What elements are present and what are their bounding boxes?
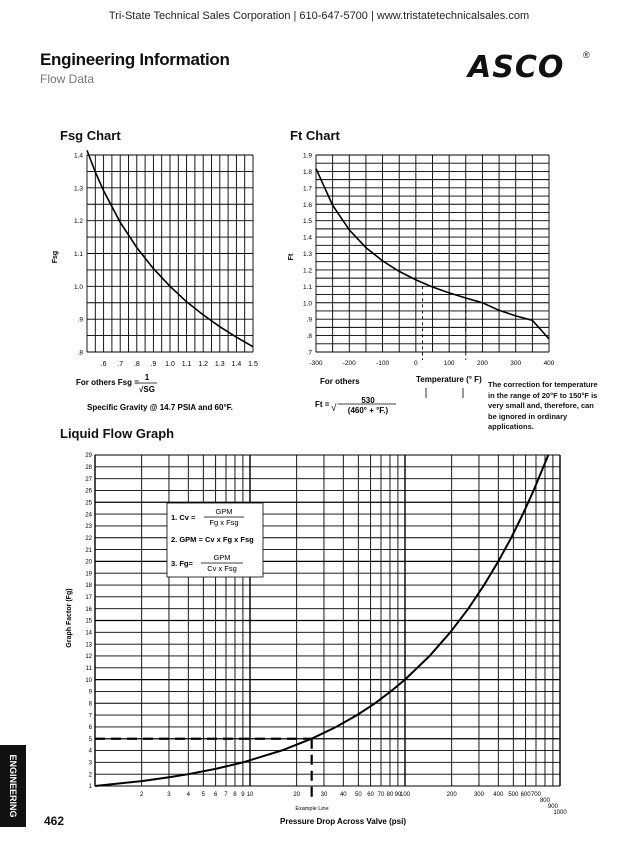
ft-formula-prefix: Ft = bbox=[315, 400, 330, 409]
liquid-x-tick-label: 9 bbox=[241, 792, 245, 798]
liquid-x-tick-label: 90 bbox=[394, 792, 402, 798]
liquid-x-tick-label: 600 bbox=[520, 792, 531, 798]
ft-chart bbox=[303, 153, 555, 368]
fsg-y-axis-label: Fsg bbox=[52, 250, 59, 264]
liquid-y-axis-label: Graph Factor (Fg) bbox=[66, 588, 73, 648]
liquid-x-tick-label: 30 bbox=[320, 792, 328, 798]
fsg-x-tick-label: .7 bbox=[117, 361, 124, 368]
liquid-y-tick-label: 9 bbox=[88, 689, 92, 696]
equation-1-denominator: Fg x Fsg bbox=[209, 518, 239, 527]
liquid-x-tick-label: 700 bbox=[530, 792, 541, 798]
liquid-x-tick-label: 1000 bbox=[553, 810, 567, 816]
side-tab-label: ENGINEERING bbox=[8, 754, 18, 818]
ft-y-tick-label: 1.4 bbox=[302, 234, 312, 242]
fsg-formula-denominator: √SG bbox=[139, 385, 155, 394]
fsg-x-tick-label: .9 bbox=[150, 361, 157, 368]
liquid-y-tick-label: 1 bbox=[88, 784, 92, 791]
ft-x-axis-label: Temperature (° F) bbox=[416, 375, 482, 384]
liquid-chart-title: Liquid Flow Graph bbox=[60, 426, 175, 441]
liquid-x-tick-label: 10 bbox=[246, 792, 254, 798]
liquid-flow-chart bbox=[85, 453, 567, 816]
equation-3-denominator: Cv x Fsg bbox=[207, 564, 237, 573]
liquid-x-tick-label: 3 bbox=[167, 792, 171, 798]
ft-x-tick-label: 0 bbox=[414, 360, 418, 367]
ft-for-others: For others bbox=[320, 377, 360, 386]
ft-y-tick-label: .9 bbox=[306, 316, 312, 324]
liquid-y-tick-label: 19 bbox=[85, 571, 92, 578]
ft-x-tick-label: 100 bbox=[443, 360, 455, 367]
liquid-x-tick-label: 6 bbox=[213, 792, 218, 798]
liquid-x-tick-label: 100 bbox=[399, 792, 411, 798]
liquid-x-tick-label: 300 bbox=[473, 792, 484, 798]
fsg-y-tick-label: .8 bbox=[77, 349, 83, 357]
liquid-y-tick-label: 3 bbox=[88, 760, 92, 767]
ft-formula-numerator: 530 bbox=[361, 396, 375, 405]
liquid-y-tick-label: 27 bbox=[85, 476, 92, 483]
liquid-y-tick-label: 10 bbox=[85, 677, 92, 684]
liquid-y-tick-label: 17 bbox=[85, 595, 92, 602]
liquid-y-tick-label: 29 bbox=[85, 453, 92, 460]
liquid-y-tick-label: 7 bbox=[88, 713, 92, 720]
liquid-y-tick-label: 20 bbox=[85, 559, 92, 566]
liquid-x-tick-label: 8 bbox=[233, 792, 237, 798]
equation-1-prefix: 1. Cv = bbox=[171, 513, 196, 522]
asco-logo: ASCO bbox=[468, 50, 565, 85]
liquid-y-tick-label: 21 bbox=[85, 547, 92, 554]
fsg-formula-prefix: For others Fsg = bbox=[76, 378, 139, 387]
ft-correction-note: The correction for temperature in the range of 20°F to 150°F is very small and, therefore, can be ignored in ordinary applications. bbox=[488, 380, 598, 431]
liquid-x-tick-label: 400 bbox=[493, 792, 504, 798]
liquid-y-tick-label: 14 bbox=[85, 630, 92, 637]
fsg-x-tick-label: 1.2 bbox=[198, 361, 209, 368]
fsg-chart-title: Fsg Chart bbox=[60, 128, 121, 143]
liquid-x-tick-label: 80 bbox=[386, 792, 394, 798]
liquid-x-tick-label: 7 bbox=[224, 792, 228, 798]
page-number: 462 bbox=[44, 814, 65, 828]
liquid-x-tick-label: 2 bbox=[139, 792, 144, 798]
ft-formula-denominator: (460° + °F.) bbox=[347, 406, 389, 415]
fsg-y-tick-label: 1.1 bbox=[73, 251, 83, 258]
page-title: Engineering Information bbox=[40, 50, 230, 69]
ft-x-tick-label: 200 bbox=[476, 360, 488, 367]
ft-y-tick-label: 1.3 bbox=[302, 251, 312, 258]
page-subtitle: Flow Data bbox=[40, 72, 95, 86]
fsg-x-tick-label: 1.3 bbox=[214, 361, 225, 368]
liquid-x-tick-label: 50 bbox=[354, 792, 362, 798]
fsg-y-tick-label: .9 bbox=[77, 316, 83, 324]
fsg-y-tick-label: 1.0 bbox=[73, 283, 83, 291]
liquid-y-tick-label: 2 bbox=[88, 772, 92, 779]
fsg-x-tick-label: 1.1 bbox=[181, 361, 192, 368]
liquid-y-tick-label: 15 bbox=[85, 618, 92, 625]
liquid-y-tick-label: 28 bbox=[85, 465, 92, 472]
liquid-x-tick-label: 500 bbox=[508, 792, 519, 798]
liquid-y-tick-label: 13 bbox=[85, 642, 92, 649]
fsg-y-tick-label: 1.3 bbox=[73, 185, 83, 193]
equation-3-prefix: 3. Fg= bbox=[171, 559, 193, 568]
ft-y-axis-label: Ft bbox=[288, 253, 295, 261]
liquid-y-tick-label: 4 bbox=[88, 748, 92, 755]
liquid-x-tick-label: 60 bbox=[367, 792, 374, 798]
liquid-y-tick-label: 6 bbox=[88, 725, 92, 732]
liquid-x-tick-label: 800 bbox=[539, 798, 550, 804]
ft-y-tick-label: 1.9 bbox=[302, 152, 312, 160]
ft-y-tick-label: 1.5 bbox=[302, 218, 312, 226]
liquid-y-tick-label: 12 bbox=[85, 654, 92, 661]
equation-1-numerator: GPM bbox=[215, 507, 233, 516]
ft-x-tick-label: -300 bbox=[309, 360, 323, 367]
header-text: Tri-State Technical Sales Corporation | 610-647-5700 | www.tristatetechnicalsales.com bbox=[108, 10, 530, 22]
ft-x-tick-label: -200 bbox=[342, 360, 356, 367]
liquid-x-tick-label: 5 bbox=[201, 792, 206, 798]
liquid-y-tick-label: 18 bbox=[85, 583, 92, 590]
ft-y-tick-label: .7 bbox=[306, 349, 312, 357]
fsg-y-tick-label: 1.4 bbox=[73, 152, 83, 160]
liquid-x-tick-label: 40 bbox=[339, 792, 347, 798]
liquid-y-tick-label: 11 bbox=[85, 665, 92, 672]
fsg-y-tick-label: 1.2 bbox=[73, 218, 83, 226]
ft-y-tick-label: .8 bbox=[306, 333, 312, 341]
fsg-x-tick-label: 1.4 bbox=[231, 361, 242, 368]
fsg-chart bbox=[74, 150, 258, 368]
fsg-formula-numerator: 1 bbox=[144, 373, 150, 382]
liquid-y-tick-label: 22 bbox=[85, 535, 92, 542]
fsg-x-tick-label: 1.0 bbox=[165, 361, 175, 368]
fsg-x-tick-label: .8 bbox=[133, 361, 140, 368]
ft-y-tick-label: 1.0 bbox=[302, 300, 312, 308]
example-line-label: Example Line bbox=[295, 806, 329, 812]
liquid-x-tick-label: 900 bbox=[547, 804, 558, 810]
liquid-y-tick-label: 8 bbox=[88, 701, 92, 708]
ft-y-tick-label: 1.6 bbox=[302, 201, 312, 209]
liquid-y-tick-label: 24 bbox=[85, 512, 92, 519]
ft-y-tick-label: 1.8 bbox=[302, 168, 312, 176]
liquid-y-tick-label: 23 bbox=[85, 524, 92, 531]
registered-mark: ® bbox=[583, 50, 590, 60]
fsg-note: Specific Gravity @ 14.7 PSIA and 60°F. bbox=[87, 403, 233, 412]
ft-x-tick-label: 400 bbox=[543, 360, 555, 367]
liquid-y-tick-label: 5 bbox=[88, 736, 92, 743]
liquid-x-tick-label: 4 bbox=[186, 792, 190, 798]
fsg-x-tick-label: .6 bbox=[100, 361, 107, 368]
liquid-x-axis-label: Pressure Drop Across Valve (psi) bbox=[280, 817, 406, 826]
liquid-y-tick-label: 16 bbox=[85, 606, 92, 613]
equation-3-numerator: GPM bbox=[213, 553, 231, 562]
liquid-x-tick-label: 200 bbox=[446, 792, 457, 798]
ft-formula-root-icon: √ bbox=[331, 403, 337, 414]
liquid-y-tick-label: 26 bbox=[85, 488, 92, 495]
liquid-x-tick-label: 20 bbox=[293, 792, 301, 798]
ft-y-tick-label: 1.7 bbox=[302, 185, 312, 193]
equation-2: 2. GPM = Cv x Fg x Fsg bbox=[171, 535, 254, 544]
ft-y-tick-label: 1.1 bbox=[302, 283, 312, 291]
ft-y-tick-label: 1.2 bbox=[302, 267, 312, 275]
fsg-x-tick-label: 1.5 bbox=[248, 361, 258, 368]
ft-x-tick-label: -100 bbox=[376, 360, 390, 367]
side-tab bbox=[0, 745, 26, 827]
ft-chart-title: Ft Chart bbox=[290, 128, 340, 143]
liquid-y-tick-label: 25 bbox=[85, 500, 92, 507]
liquid-x-tick-label: 70 bbox=[377, 792, 385, 798]
ft-x-tick-label: 300 bbox=[510, 360, 522, 367]
